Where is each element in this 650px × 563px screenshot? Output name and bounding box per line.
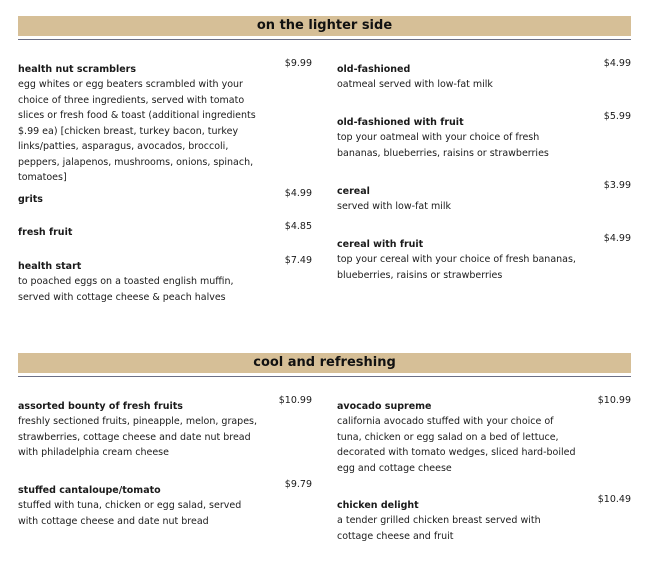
section-divider [18,39,631,40]
item-description: to poached eggs on a toasted english muffin, served with cottage cheese & peach halves [18,276,234,303]
item-description: egg whites or egg beaters scrambled with your choice of three ingredients, served with tomato slices or fresh food & toast (additional ingredients $.99 ea) [chicken breast, turkey bacon, turkey links/patties, asparagus, avocados, broccoli, peppers, jalapenos, mushrooms, onions, spinach, tomatoes] [18,79,256,183]
menu-item-assorted-bounty [18,394,312,461]
menu-item-avocado-supreme [337,394,631,476]
item-name: stuffed cantaloupe/tomato [18,485,161,496]
item-price: $7.49 [284,255,312,266]
menu-item-old-fashioned [337,57,631,93]
item-description: top your oatmeal with your choice of fresh bananas, blueberries, raisins or strawberries [337,132,549,159]
item-description: stuffed with tuna, chicken or egg salad, served with cottage cheese and date nut bread [18,500,242,527]
menu-item-stuffed-cantaloupe [18,478,312,529]
item-name: fresh fruit [18,227,73,238]
menu-item-health-nut-scramblers [18,57,312,186]
item-price: $10.49 [597,494,631,505]
item-price: $10.99 [597,395,631,406]
item-name: old-fashioned with fruit [337,117,464,128]
item-name: chicken delight [337,500,419,511]
menu-item-health-start [18,254,312,305]
section-divider [18,376,631,377]
item-price: $3.99 [603,180,631,191]
menu-item-cereal-with-fruit [337,232,631,283]
item-description: california avocado stuffed with your choice of tuna, chicken or egg salad on a bed of lettuce, decorated with tomato wedges, sliced hard-boiled egg and cottage cheese [337,416,576,474]
item-price: $4.99 [284,188,312,199]
item-price: $4.85 [284,221,312,232]
menu-item-chicken-delight [337,493,631,544]
item-name: old-fashioned [337,64,411,75]
item-name: cereal with fruit [337,239,424,250]
item-price: $4.99 [603,58,631,69]
item-price: $4.99 [603,233,631,244]
item-price: $9.79 [284,479,312,490]
item-name: grits [18,194,43,205]
item-price: $9.99 [284,58,312,69]
item-name: assorted bounty of fresh fruits [18,401,183,412]
item-price: $10.99 [278,395,312,406]
item-name: cereal [337,186,370,197]
section-title-cool-and-refreshing: cool and refreshing [18,353,631,373]
item-price: $5.99 [603,111,631,122]
item-name: avocado supreme [337,401,432,412]
menu-item-fresh-fruit [18,220,312,238]
item-description: top your cereal with your choice of fresh bananas, blueberries, raisins or strawberries [337,254,576,281]
item-description: oatmeal served with low-fat milk [337,79,493,90]
menu-item-old-fashioned-with-fruit [337,110,631,161]
item-name: health nut scramblers [18,64,136,75]
item-description: served with low-fat milk [337,201,451,212]
item-description: freshly sectioned fruits, pineapple, melon, grapes, strawberries, cottage cheese and date nut bread with philadelphia cream cheese [18,416,258,458]
menu-item-cereal [337,179,631,215]
item-description: a tender grilled chicken breast served with cottage cheese and fruit [337,515,541,542]
menu-item-grits [18,187,312,205]
item-name: health start [18,261,82,272]
section-title-lighter-side: on the lighter side [18,16,631,36]
